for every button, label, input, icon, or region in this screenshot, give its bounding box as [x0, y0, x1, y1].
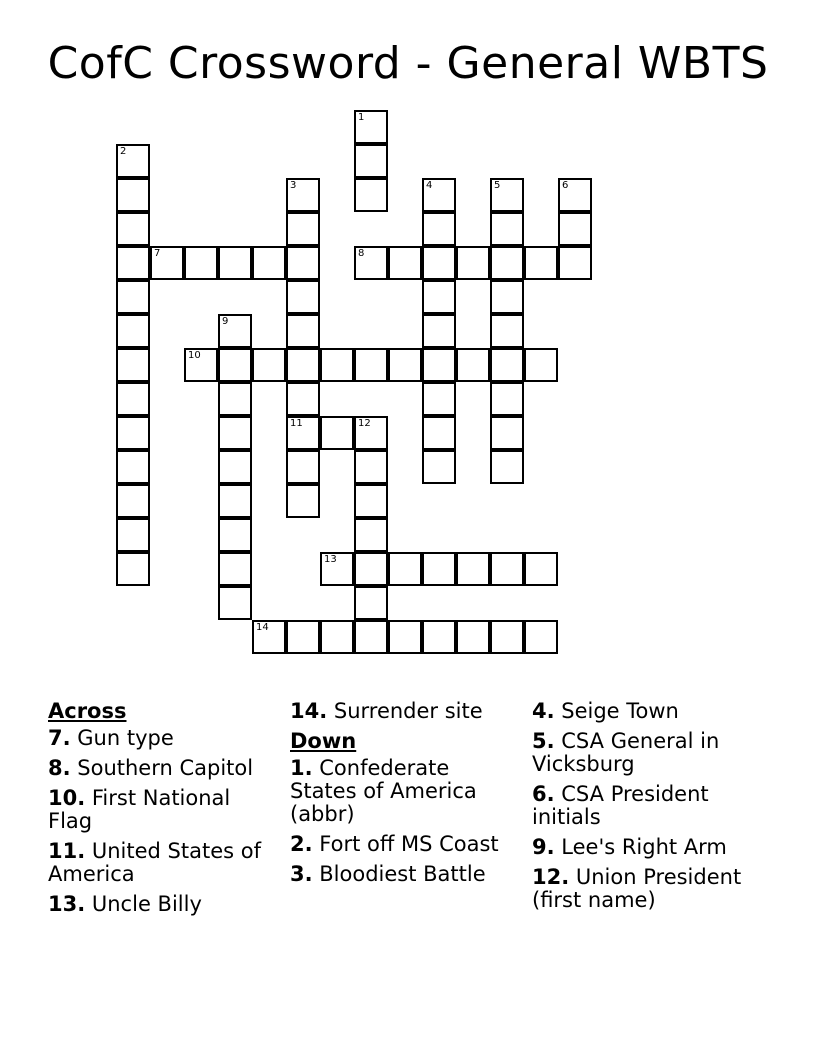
crossword-cell[interactable] [490, 212, 524, 246]
crossword-cell[interactable] [320, 416, 354, 450]
clue-number: 11. [48, 839, 86, 863]
clue-text: Southern Capitol [70, 756, 254, 780]
crossword-cell[interactable] [388, 348, 422, 382]
crossword-cell[interactable] [286, 178, 320, 212]
crossword-cell[interactable] [116, 552, 150, 586]
crossword-cell[interactable] [490, 280, 524, 314]
clue [48, 757, 268, 780]
clue-number: 14. [290, 699, 328, 723]
crossword-cell[interactable] [252, 246, 286, 280]
crossword-cell[interactable] [354, 178, 388, 212]
crossword-cell[interactable] [354, 586, 388, 620]
crossword-cell[interactable] [116, 484, 150, 518]
crossword-cell[interactable] [354, 552, 388, 586]
crossword-cell[interactable] [524, 552, 558, 586]
crossword-cell[interactable] [490, 552, 524, 586]
crossword-cell[interactable] [116, 246, 150, 280]
clue-number: 2. [290, 832, 313, 856]
crossword-cell[interactable] [218, 586, 252, 620]
cell-number: 4 [426, 180, 433, 191]
crossword-cell[interactable] [354, 484, 388, 518]
crossword-cell[interactable] [320, 620, 354, 654]
clue-text: Gun type [70, 726, 174, 750]
crossword-cell[interactable] [218, 348, 252, 382]
clue [48, 840, 268, 886]
crossword-cell[interactable] [286, 280, 320, 314]
crossword-cell[interactable] [218, 416, 252, 450]
crossword-cell[interactable] [524, 620, 558, 654]
clue [532, 783, 752, 829]
crossword-cell[interactable] [116, 144, 150, 178]
crossword-cell[interactable] [286, 246, 320, 280]
crossword-cell[interactable] [490, 178, 524, 212]
crossword-cell[interactable] [422, 416, 456, 450]
clue-number: 10. [48, 786, 86, 810]
crossword-cell[interactable] [354, 620, 388, 654]
clue-column-1 [48, 700, 268, 923]
clue [532, 700, 752, 723]
crossword-cell[interactable] [422, 552, 456, 586]
crossword-cell[interactable] [456, 246, 490, 280]
crossword-cell[interactable] [252, 348, 286, 382]
clue-heading: Down [290, 729, 357, 753]
clue-number: 3. [290, 862, 313, 886]
clue-text: Fort off MS Coast [312, 832, 499, 856]
cell-number: 11 [290, 418, 303, 429]
cell-number: 7 [154, 248, 161, 259]
crossword-cell[interactable] [354, 518, 388, 552]
crossword-cell[interactable] [218, 552, 252, 586]
cell-number: 9 [222, 316, 229, 327]
crossword-cell[interactable] [286, 212, 320, 246]
clue [48, 893, 268, 916]
crossword-cell[interactable] [286, 348, 320, 382]
crossword-cell[interactable] [422, 450, 456, 484]
crossword-cell[interactable] [558, 178, 592, 212]
cell-number: 2 [120, 146, 127, 157]
crossword-cell[interactable] [116, 518, 150, 552]
clue-number: 8. [48, 756, 71, 780]
cell-number: 12 [358, 418, 371, 429]
crossword-cell[interactable] [524, 246, 558, 280]
cell-number: 6 [562, 180, 569, 191]
clue [290, 700, 515, 723]
crossword-cell[interactable] [218, 484, 252, 518]
clue [48, 787, 268, 833]
crossword-cell[interactable] [422, 246, 456, 280]
crossword-cell[interactable] [286, 450, 320, 484]
cell-number: 5 [494, 180, 501, 191]
crossword-cell[interactable] [422, 348, 456, 382]
crossword-cell[interactable] [422, 212, 456, 246]
crossword-cell[interactable] [116, 382, 150, 416]
crossword-cell[interactable] [490, 450, 524, 484]
crossword-cell[interactable] [116, 178, 150, 212]
clue [290, 833, 515, 856]
crossword-cell[interactable] [422, 178, 456, 212]
crossword-cell[interactable] [218, 314, 252, 348]
crossword-cell[interactable] [524, 348, 558, 382]
cell-number: 14 [256, 622, 269, 633]
clue-column-2 [290, 700, 515, 893]
crossword-cell[interactable] [116, 212, 150, 246]
crossword-cell[interactable] [558, 212, 592, 246]
clue-number: 9. [532, 835, 555, 859]
clue-text: Confederate States of America (abbr) [290, 756, 477, 826]
crossword-cell[interactable] [116, 314, 150, 348]
crossword-cell[interactable] [286, 314, 320, 348]
cell-number: 8 [358, 248, 365, 259]
crossword-cell[interactable] [456, 620, 490, 654]
cell-number: 1 [358, 112, 365, 123]
clue-text: First National Flag [48, 786, 231, 833]
clue-text: Surrender site [327, 699, 483, 723]
crossword-cell[interactable] [490, 348, 524, 382]
clue-text: CSA General in Vicksburg [532, 729, 720, 776]
crossword-cell[interactable] [218, 518, 252, 552]
crossword-cell[interactable] [286, 416, 320, 450]
clue-number: 7. [48, 726, 71, 750]
crossword-cell[interactable] [490, 314, 524, 348]
page-title: CofC Crossword - General WBTS [47, 38, 769, 89]
clue-text: United States of America [48, 839, 261, 886]
crossword-cell[interactable] [354, 110, 388, 144]
clue-number: 13. [48, 892, 86, 916]
crossword-cell[interactable] [116, 280, 150, 314]
crossword-cell[interactable] [422, 382, 456, 416]
clue [532, 730, 752, 776]
crossword-cell[interactable] [320, 348, 354, 382]
clue-text: Union President (first name) [532, 865, 742, 912]
crossword-cell[interactable] [490, 246, 524, 280]
clue-heading: Across [48, 699, 127, 723]
crossword-cell[interactable] [150, 246, 184, 280]
crossword-cell[interactable] [354, 246, 388, 280]
crossword-cell[interactable] [388, 552, 422, 586]
clue [532, 866, 752, 912]
clue [290, 757, 515, 826]
crossword-cell[interactable] [184, 348, 218, 382]
crossword-cell[interactable] [286, 620, 320, 654]
crossword-cell[interactable] [218, 246, 252, 280]
clue [290, 863, 515, 886]
clue-text: Lee's Right Arm [554, 835, 727, 859]
cell-number: 10 [188, 350, 201, 361]
clue-text: Bloodiest Battle [312, 862, 486, 886]
crossword-cell[interactable] [354, 348, 388, 382]
crossword-cell[interactable] [286, 484, 320, 518]
clue-text: CSA President initials [532, 782, 709, 829]
crossword-cell[interactable] [558, 246, 592, 280]
crossword-cell[interactable] [354, 416, 388, 450]
crossword-cell[interactable] [116, 348, 150, 382]
crossword-cell[interactable] [388, 620, 422, 654]
clue-number: 12. [532, 865, 570, 889]
crossword-cell[interactable] [422, 314, 456, 348]
clue-text: Seige Town [554, 699, 679, 723]
crossword-cell[interactable] [252, 620, 286, 654]
clue-number: 1. [290, 756, 313, 780]
crossword-cell[interactable] [218, 450, 252, 484]
crossword-cell[interactable] [116, 450, 150, 484]
crossword-cell[interactable] [456, 552, 490, 586]
crossword-cell[interactable] [320, 552, 354, 586]
crossword-cell[interactable] [490, 382, 524, 416]
crossword-cell[interactable] [354, 144, 388, 178]
clue-number: 5. [532, 729, 555, 753]
crossword-cell[interactable] [456, 348, 490, 382]
crossword-cell[interactable] [422, 620, 456, 654]
crossword-cell[interactable] [116, 416, 150, 450]
cell-number: 13 [324, 554, 337, 565]
clue [532, 836, 752, 859]
clue-number: 4. [532, 699, 555, 723]
crossword-cell[interactable] [286, 382, 320, 416]
crossword-cell[interactable] [490, 416, 524, 450]
cell-number: 3 [290, 180, 297, 191]
crossword-cell[interactable] [388, 246, 422, 280]
crossword-cell[interactable] [218, 382, 252, 416]
crossword-cell[interactable] [422, 280, 456, 314]
crossword-cell[interactable] [184, 246, 218, 280]
clue-text: Uncle Billy [85, 892, 202, 916]
clue-number: 6. [532, 782, 555, 806]
crossword-cell[interactable] [490, 620, 524, 654]
clue-column-3 [532, 700, 752, 919]
clue [48, 727, 268, 750]
crossword-cell[interactable] [354, 450, 388, 484]
